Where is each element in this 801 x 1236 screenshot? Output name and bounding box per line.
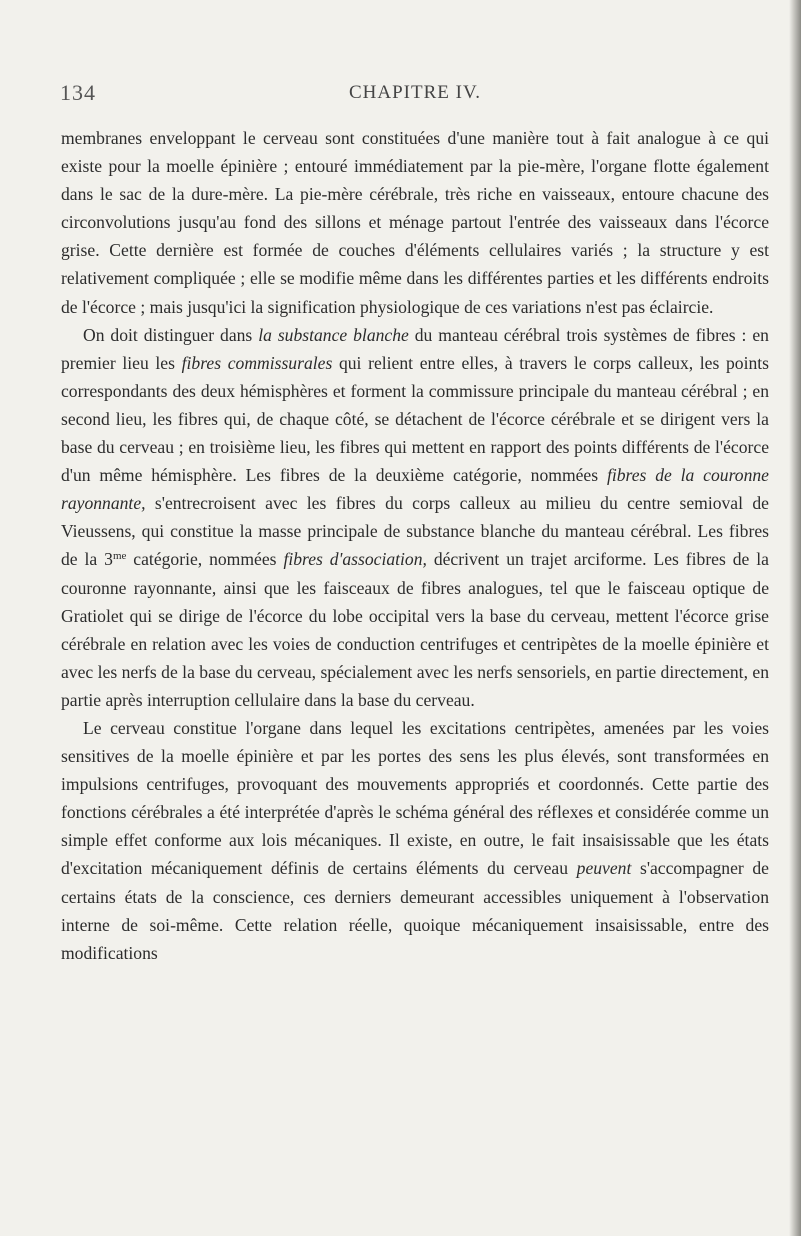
text-run: s'entrecroisent avec les fibres du corps calleux au milieu du centre semioval de Vieussens, qui constitue la masse principale de substance blanche du manteau cérébral. Les fibres de la 3 [61,493,769,570]
italic-term-substance-blanche: la substance blanche [258,324,409,345]
text-run: du manteau cérébral trois systèmes de fibres : en premier lieu les [61,324,769,373]
ordinal-superscript: me [112,550,127,563]
italic-term-peuvent: peuvent [576,858,632,879]
page-number: 134 [60,80,96,105]
text-run: décrivent un trajet arciforme. Les fibres de la couronne rayonnante, ainsi que les faisceaux de fibres analogues, tel que le faisceau optique de Gratiolet qui se dirige de l'écorce du lobe occipital vers la base du cerveau, mettent l'écorce grise cérébrale en relation avec les voies de conduction centrifuges et centripètes de la moelle épinière et avec les nerfs de la base du cerveau, spécialement avec les nerfs sensoriels, en partie directement, en partie après interruption cellulaire dans la base du cerveau. [61,549,769,710]
body-text [61,124,769,967]
text-run: s'accompagner de certains états de la conscience, ces derniers demeurant accessibles uniquement à l'observation interne de soi-même. Cette relation réelle, quoique mécaniquement insaisissable, entre des modifications [61,858,769,963]
paragraph-2 [61,321,769,714]
running-title: CHAPITRE IV. [349,82,481,103]
page-edge-shadow [789,0,801,1236]
text-run: On doit distinguer dans [83,324,259,345]
italic-term-fibres-association: fibres d'association, [283,549,427,570]
paragraph-1: membranes enveloppant le cerveau sont constituées d'une manière tout à fait analogue à ce qui existe pour la moelle épinière ; entouré immédiatement par la pie-mère, l'organe flotte également dans le sac de la dure-mère. La pie-mère cérébrale, très riche en vaisseaux, entoure chacune des circonvolutions jusqu'au fond des sillons et ménage partout l'entrée des vaisseaux dans l'écorce grise. Cette dernière est formée de couches d'éléments cellulaires variés ; la structure y est relativement compliquée ; elle se modifie même dans les différentes parties et les différents endroits de l'écorce ; mais jusqu'ici la signification physiologique de ces variations n'est pas éclaircie. [61,128,769,317]
italic-term-couronne-rayonnante: fibres de la couronne rayonnante, [61,465,769,514]
page-header [60,80,770,110]
text-run: qui relient entre elles, à travers le corps calleux, les points correspondants des deux hémisphères et forment la commissure principale du manteau cérébral ; en second lieu, les fibres qui, de chaque côté, se détachent de l'écorce cérébrale et se dirigent vers la base du cerveau ; en troisième lieu, les fibres qui mettent en rapport des points différents de l'écorce d'un même hémisphère. Les fibres de la deuxième catégorie, nommées [61,352,770,486]
text-run: Le cerveau constitue l'organe dans lequel les excitations centripètes, amenées par les voies sensitives de la moelle épinière et par les portes des sens les plus élevés, sont transformées en impulsions centrifuges, provoquant des mouvements appropriés et coordonnés. Cette partie des fonctions cérébrales a été interprétée d'après le schéma général des réflexes et considérée comme un simple effet conforme aux lois mécaniques. Il existe, en outre, le fait insaisissable que les états d'excitation mécaniquement définis de certains éléments du cerveau [61,717,769,879]
text-run: catégorie, nommées [126,549,284,570]
italic-term-fibres-commissurales: fibres commissurales [181,352,333,373]
paragraph-3 [61,714,769,967]
